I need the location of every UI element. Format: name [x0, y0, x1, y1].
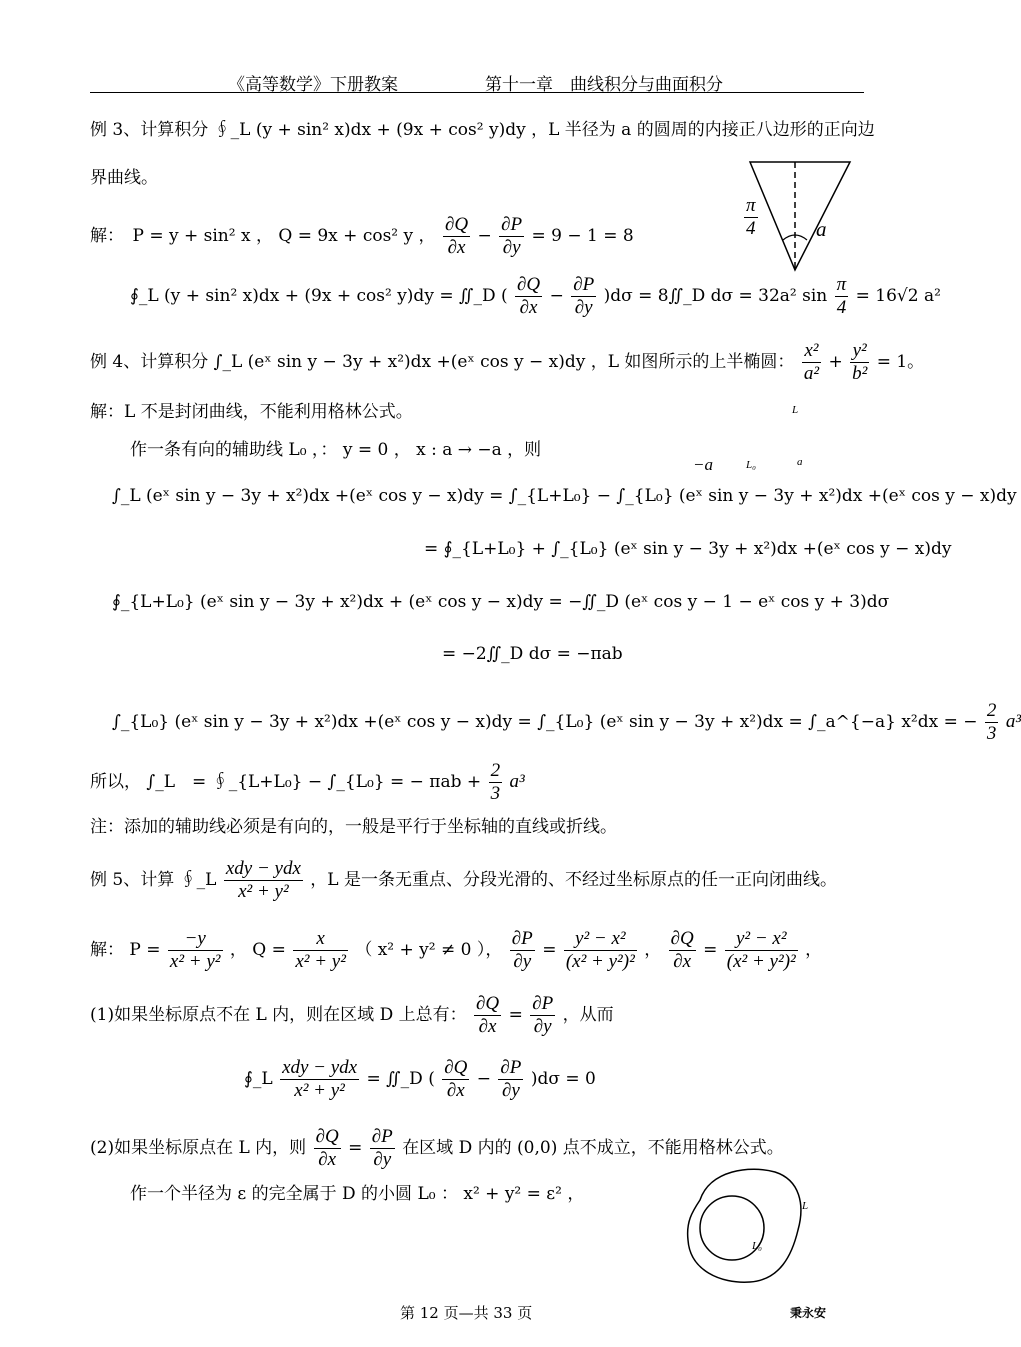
ex4-eq2: = ∮_{L+L₀} + ∫_{L₀} (eˣ sin y − 3y + x²)dx +(eˣ cos y − x)dy: [424, 539, 952, 559]
ex4-eq5: ∫_{L₀} (eˣ sin y − 3y + x²)dx +(eˣ cos y − x)dy = ∫_{L₀} (eˣ sin y − 3y + x²)dx = ∫_a^{−a} x²dx = − $\frac{2}{3}$ a³: [112, 700, 1021, 744]
figure-radius-label: a: [816, 217, 827, 241]
ellipse-left-label: −a: [693, 455, 713, 474]
ellipse-right-label: a: [797, 456, 803, 468]
page-number: 第 12 页—共 33 页: [400, 1304, 533, 1322]
ex5-case1: (1)如果坐标原点不在 L 内，则在区域 D 上总有： $\frac{\partial Q}{\partial x}$ = $\frac{\partial P}{\partial y}$ ，从而: [90, 993, 614, 1037]
author-signature: 秉永安: [790, 1306, 827, 1320]
ex5-integral-zero: ∮_L $\frac{\text{xdy − ydx}}{\text{x² + y²}}$ = ∬_D ( $\frac{\partial Q}{\partial x}$ − $\frac{\partial P}{\partial y}$ )dσ = 0: [244, 1057, 596, 1101]
ex4-conclusion: 所以， ∫_L = ∮_{L+L₀} − ∫_{L₀} = − πab + $\frac{2}{3}$ a³: [90, 760, 525, 804]
circle-label: L₀: [752, 1240, 762, 1252]
ellipse-curve-label: L: [792, 404, 799, 416]
ex4-note: 注：添加的辅助线必须是有向的，一般是平行于坐标轴的直线或折线。: [90, 817, 617, 837]
figure-angle-label: $\frac{\pi}{4}$: [746, 195, 756, 239]
ellipse-axis-label: L₀: [746, 459, 756, 471]
ex3-line2: 界曲线。: [90, 168, 158, 188]
ex4-eq3: ∮_{L+L₀} (eˣ sin y − 3y + x²)dx + (eˣ cos y − x)dy = −∬_D (eˣ cos y − 1 − eˣ cos y + 3)dσ: [112, 592, 890, 612]
header-right: 第十一章 曲线积分与曲面积分: [485, 75, 723, 95]
ex5-small-circle: 作一个半径为 ε 的完全属于 D 的小圆 L₀ ： x² + y² = ε² ，: [130, 1184, 585, 1204]
ex5-case2: (2)如果坐标原点在 L 内，则 $\frac{\partial Q}{\partial x}$ = $\frac{\partial P}{\partial y}$ 在区域 D 内的 (0,0) 点不成立，不能用格林公式。: [90, 1126, 784, 1170]
ex3-solution: 解： P = y + sin² x ， Q = 9x + cos² y ， $\frac{\partial Q}{\partial x}$ − $\frac{\partial P}{\partial y}$ = 9 − 1 = 8: [90, 214, 634, 258]
ex4-aux-line: 作一条有向的辅助线 L₀ ，： y = 0 ， x : a → −a ，则: [130, 440, 542, 460]
ex3-line1: 例 3、计算积分 ∮_L (y + sin² x)dx + (9x + cos² y)dy ，L 半径为 a 的圆周的内接正八边形的正向边: [90, 120, 875, 140]
ex5-solution: 解： P = $\frac{-y}{\text{x² + y²}}$ ， Q = $\frac{x}{\text{x² + y²}}$ （ x² + y² ≠ 0 ）， $\frac{\partial P}{\partial y}$ = $\frac{\text{y² − x²}}{\text{(x² + y²)²}}$ ， $\frac{\partial Q}{\partial x}$ = $\frac{\text{y² − x²}}{\text{(x² + y²)²}}$ ，: [90, 928, 823, 972]
ex4-line1: 例 4、计算积分 ∫_L (eˣ sin y − 3y + x²)dx +(eˣ cos y − x)dy ，L 如图所示的上半椭圆： $\frac{\text{x²}}{\text{a²}}$ + $\frac{\text{y²}}{\text{b²}}$ = 1。: [90, 340, 925, 384]
ex4-solution: 解：L 不是封闭曲线，不能利用格林公式。: [90, 402, 413, 422]
ex4-eq4: = −2∬_D dσ = −πab: [442, 644, 623, 664]
header-left: 《高等数学》下册教案: [228, 75, 398, 95]
ex3-calculation: ∮_L (y + sin² x)dx + (9x + cos² y)dy = ∬_D ( $\frac{\partial Q}{\partial x}$ − $\frac{\partial P}{\partial y}$ )dσ = 8∬_D dσ = 32a² sin $\frac{\pi}{4}$ = 16√2 a²: [130, 274, 941, 318]
ex4-eq1: ∫_L (eˣ sin y − 3y + x²)dx +(eˣ cos y − x)dy = ∫_{L+L₀} − ∫_{L₀} (eˣ sin y − 3y + x²)dx +(eˣ cos y − x)dy: [112, 486, 1017, 506]
ex5-line1: 例 5、计算 ∮_L $\frac{\text{xdy − ydx}}{\text{x² + y²}}$ ，L 是一条无重点、分段光滑的、不经过坐标原点的任一正向闭曲线。: [90, 858, 837, 902]
header-rule: [90, 92, 864, 93]
closed-curve-figure: [680, 1160, 820, 1290]
curve-label: L: [802, 1200, 809, 1212]
